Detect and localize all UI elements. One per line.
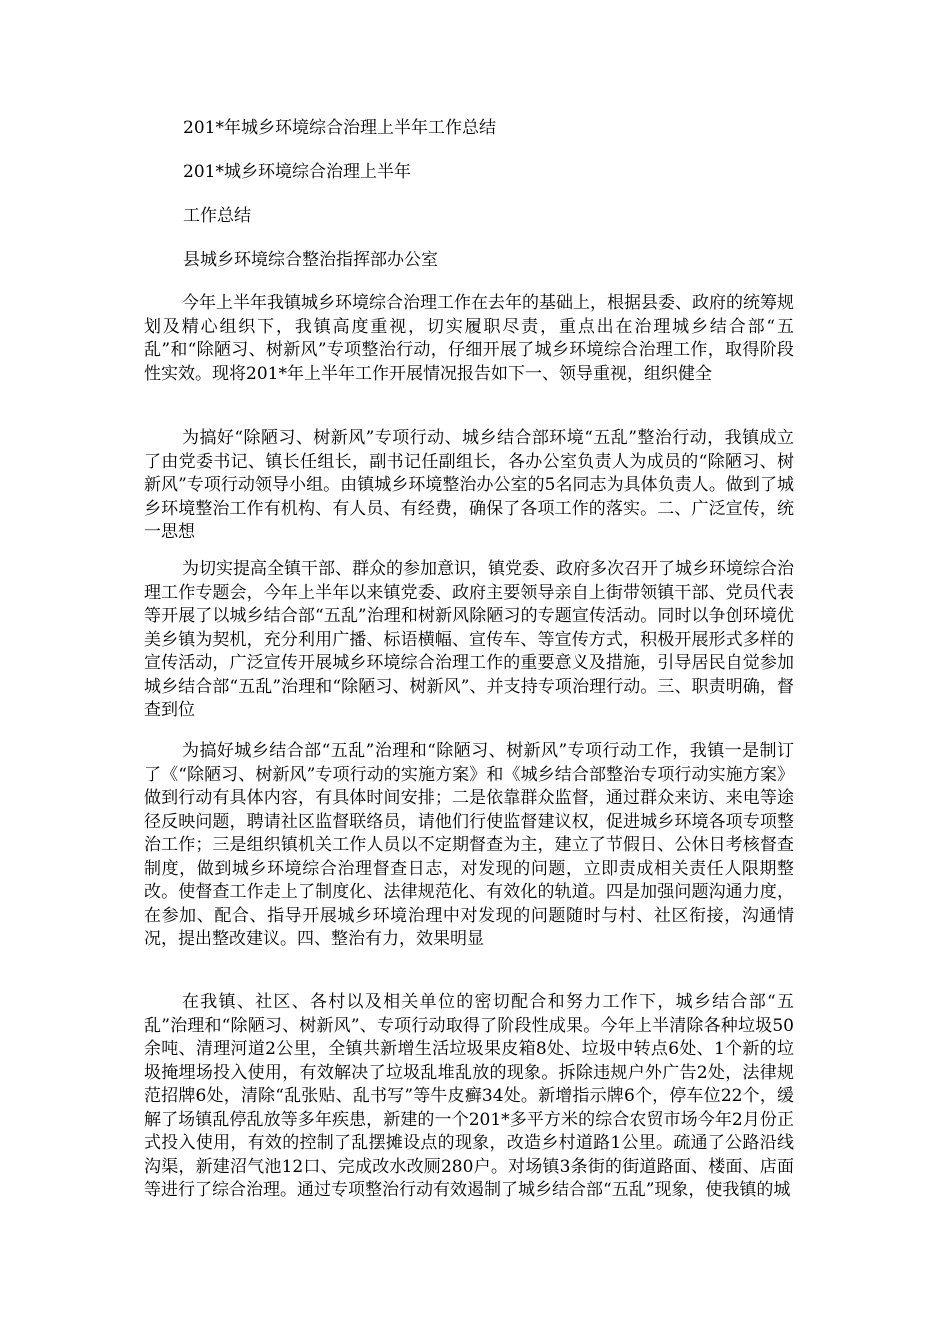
document-author: 县城乡环境综合整治指挥部办公室: [183, 250, 438, 270]
body-paragraph-5: 在我镇、社区、各村以及相关单位的密切配合和努力工作下，城乡结合部“五乱”治理和“除陋习、树新风”、专项行动取得了阶段性成果。今年上半清除各种垃圾50余吨、清理河道2公里，全镇共新增生活垃圾果皮箱8处、垃圾中转点6处、1个新的垃圾掩埋场投入使用，有效解决了垃圾乱堆乱放的现象。拆除违规户外广告2处，法律规范招牌6处，清除“乱张贴、乱书写”等牛皮癣34处。新增指示牌6个，停车位22个，缓解了场镇乱停乱放等多年疾患，新建的一个201*多平方米的综合农贸市场今年2月份正式投入使用，有效的控制了乱摆摊设点的现象，改造乡村道路1公里。疏通了公路沿线沟渠，新建沼气池12口、完成改水改厕280户。对场镇3条街的街道路面、楼面、店面等进行了综合治理。通过专项整治行动有效遏制了城乡结合部“五乱”现象，使我镇的城: [144, 992, 794, 1200]
body-paragraph-3: 为切实提高全镇干部、群众的参加意识，镇党委、政府多次召开了城乡环境综合治理工作专题会，今年上半年以来镇党委、政府主要领导亲自上街带领镇干部、党员代表等开展了以城乡结合部“五乱”治理和树新风除陋习的专题宣传活动。同时以争创环境优美乡镇为契机，充分利用广播、标语横幅、宣传车、等宣传方式，积极开展形式多样的宣传活动，广泛宣传开展城乡环境综合治理工作的重要意义及措施，引导居民自觉参加城乡结合部“五乱”治理和“除陋习、树新风”、并支持专项治理行动。三、职责明确，督查到位: [144, 559, 794, 720]
document-subtitle-line2: 工作总结: [183, 206, 251, 226]
body-paragraph-2: 为搞好“除陋习、树新风”专项行动、城乡结合部环境“五乱”整治行动，我镇成立了由党委书记、镇长任组长，副书记任副组长，各办公室负责人为成员的“除陋习、树新风”专项行动领导小组。由镇城乡环境整治办公室的5名同志为具体负责人。做到了城乡环境整治工作有机构、有人员、有经费，确保了各项工作的落实。二、广泛宣传，统一思想: [144, 428, 794, 542]
document-title: 201*年城乡环境综合治理上半年工作总结: [183, 118, 496, 138]
body-paragraph-4: 为搞好城乡结合部“五乱”治理和“除陋习、树新风”专项行动工作，我镇一是制订了《“除陋习、树新风”专项行动的实施方案》和《城乡结合部整治专项行动实施方案》做到行动有具体内容，有具体时间安排；二是依靠群众监督，通过群众来访、来电等途径反映问题，聘请社区监督联络员，请他们行使监督建议权，促进城乡环境各项专项整治工作；三是组织镇机关工作人员以不定期督查为主，建立了节假日、公休日考核督查制度，做到城乡环境综合治理督查日志，对发现的问题，立即责成相关责任人限期整改。使督查工作走上了制度化、法律规范化、有效化的轨道。四是加强问题沟通力度，在参加、配合、指导开展城乡环境治理中对发现的问题随时与村、社区衔接，沟通情况，提出整改建议。四、整治有力，效果明显: [144, 741, 794, 949]
document-subtitle-line1: 201*城乡环境综合治理上半年: [183, 162, 411, 182]
body-paragraph-1: 今年上半年我镇城乡环境综合治理工作在去年的基础上，根据县委、政府的统筹规划及精心组织下，我镇高度重视，切实履职尽责，重点出在治理城乡结合部“五乱”和“除陋习、树新风”专项整治行动，仔细开展了城乡环境综合治理工作，取得阶段性实效。现将201*年上半年工作开展情况报告如下一、领导重视，组织健全: [144, 293, 794, 384]
